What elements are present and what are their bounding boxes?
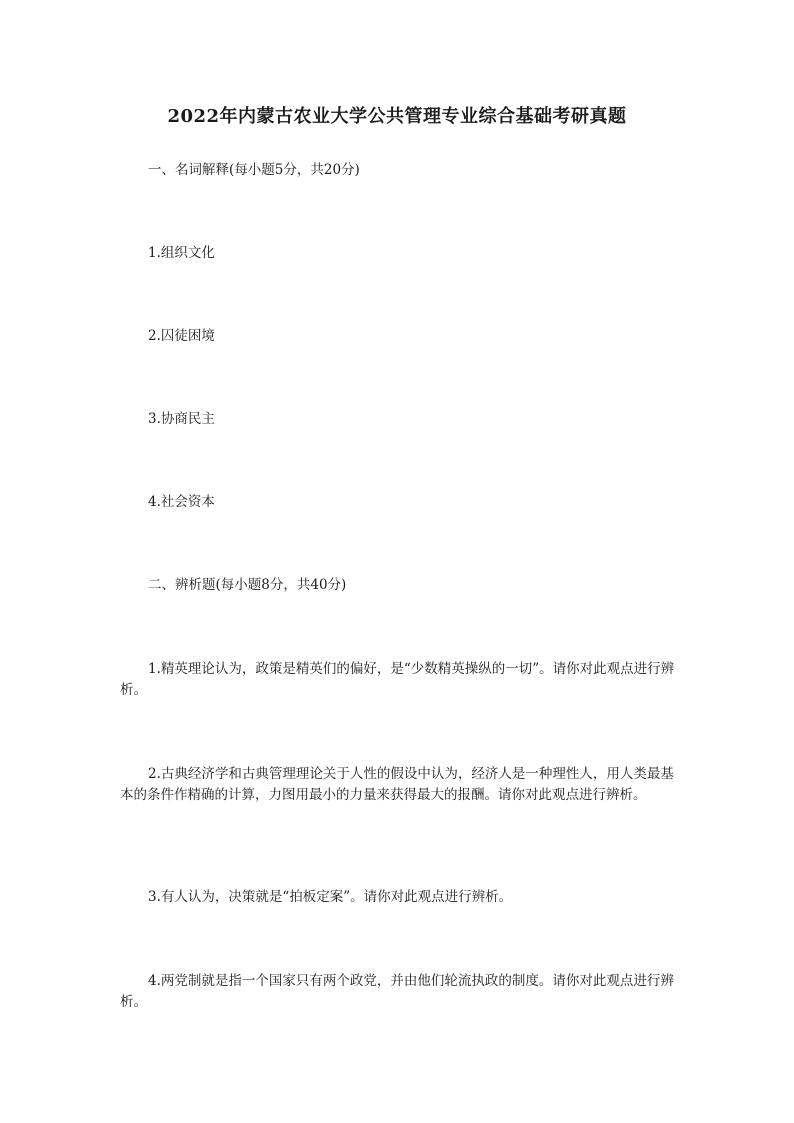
document-title: 2022年内蒙古农业大学公共管理专业综合基础考研真题 xyxy=(167,106,627,127)
section-heading-analysis: 二、辨析题(每小题8分，共40分) xyxy=(148,577,347,593)
term-item: 3.协商民主 xyxy=(148,411,215,427)
analysis-question: 3.有人认为，决策就是“拍板定案”。请你对此观点进行辨析。 xyxy=(148,889,513,905)
analysis-question: 4.两党制就是指一个国家只有两个政党，并由他们轮流执政的制度。请你对此观点进行辨析。 xyxy=(120,973,674,1010)
term-item: 4.社会资本 xyxy=(148,494,215,510)
term-item: 1.组织文化 xyxy=(148,245,215,261)
section-heading-terms: 一、名词解释(每小题5分，共20分) xyxy=(148,162,360,178)
analysis-question: 2.古典经济学和古典管理理论关于人性的假设中认为，经济人是一种理性人，用人类最基本的条件作精确的计算，力图用最小的力量来获得最大的报酬。请你对此观点进行辨析。 xyxy=(120,766,674,803)
term-item: 2.囚徒困境 xyxy=(148,328,215,344)
analysis-question: 1.精英理论认为，政策是精英们的偏好，是“少数精英操纵的一切”。请你对此观点进行辨析。 xyxy=(120,661,675,698)
